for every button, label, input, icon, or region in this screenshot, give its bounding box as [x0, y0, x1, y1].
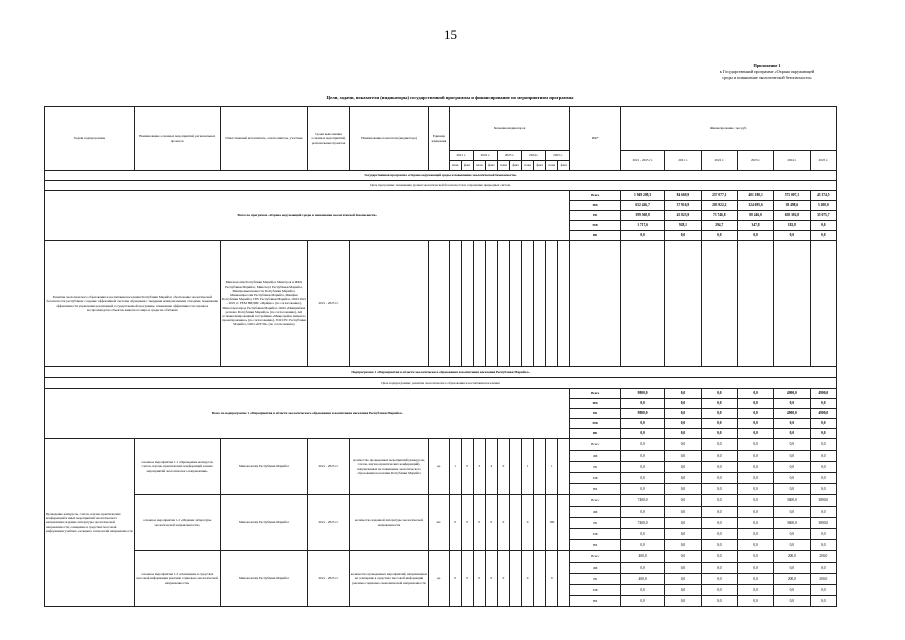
measure-executor: Минэкологии Республики Марийэл	[220, 439, 308, 495]
empty-cell	[449, 241, 461, 367]
fin-value: 0,0	[620, 507, 664, 518]
indicator-value: 0	[449, 551, 461, 607]
table-row	[45, 191, 837, 201]
indicator-value	[509, 495, 521, 551]
fin-value: 0,0	[810, 462, 836, 473]
empty-cell	[509, 241, 521, 367]
fin-value: 38 498,6	[774, 201, 810, 211]
fin-value: 200,0	[774, 551, 810, 563]
fin-value: 0,0	[774, 540, 810, 551]
fin-value: 0,0	[620, 563, 664, 574]
fin-value: 0,0	[665, 585, 701, 596]
fin-value: 0,0	[665, 563, 701, 574]
header-fin-year: 2021 - 2025 гг.	[620, 151, 664, 171]
fin-value: 73 746,8	[701, 211, 737, 221]
fin-value: 0,0	[774, 585, 810, 596]
measure-indicator: количество проведенных мероприятий (конкурсов, слетов, научно-практических конференций), направленных на повышение экологического образования населения Республики Марийэл	[349, 439, 429, 495]
indicator-value: 0	[461, 495, 473, 551]
indicator-value: 0	[497, 551, 509, 607]
fin-value: 45 823,9	[665, 211, 701, 221]
fin-value: 0,0	[737, 462, 773, 473]
measure-unit: ед.	[429, 439, 449, 495]
header-year: 2025 г.	[546, 151, 570, 161]
header-executor: Ответственный исполнитель, соисполнитель, участник	[220, 107, 308, 171]
measure-indicator: количество изданной литературы экологической направленности	[349, 495, 429, 551]
measure-name: основное мероприятие 1.1 «Проведение конкурсов, слетов, научно-практических конференций и иных мероприятий экологического направления»	[134, 439, 220, 495]
header-fin-year: 2025 г.	[810, 151, 836, 171]
fin-value: 4900,0	[810, 389, 836, 399]
fin-value: 400,0	[620, 574, 664, 585]
indicator-value: 0	[473, 551, 485, 607]
empty-cell	[558, 241, 570, 367]
indicator-value: 1	[449, 439, 461, 495]
fin-value: 3600,0	[774, 495, 810, 507]
empty-cell	[497, 241, 509, 367]
fin-value: 0,0	[737, 429, 773, 439]
fin-value: 0,0	[701, 399, 737, 409]
source-cell: Всего	[570, 439, 620, 451]
fin-value: 0,0	[810, 585, 836, 596]
fin-value: 200,0	[774, 574, 810, 585]
fin-value: 0,0	[737, 231, 773, 241]
measure-executor: Минэкологии Республики Марийэл	[220, 551, 308, 607]
fin-value: 0,0	[665, 439, 701, 451]
fin-value: 0,0	[701, 540, 737, 551]
appendix-line-2: среды и повышение экологической безопасности»	[722, 75, 812, 80]
source-cell: ФБ	[570, 451, 620, 462]
empty-cell	[473, 241, 485, 367]
header-values: Значения индикаторов	[449, 107, 570, 151]
fin-value: 0,0	[665, 419, 701, 429]
table-row	[45, 367, 837, 378]
source-cell: ФБ	[570, 399, 620, 409]
indicator-value	[534, 495, 546, 551]
fin-value: 0,0	[774, 399, 810, 409]
fin-value: 0,0	[665, 518, 701, 529]
indicator-value	[509, 439, 521, 495]
fin-value: 1 717,6	[620, 221, 664, 231]
header-fact: факт	[534, 161, 546, 171]
header-fin-year: 2023 г.	[737, 151, 773, 171]
page-number: 15	[444, 27, 457, 42]
header-plan: план	[473, 161, 485, 171]
program-title: Государственная программа «Охрана окружающей среды и повышение экологической безопасности»	[45, 171, 837, 181]
fin-value: 0,0	[620, 439, 664, 451]
source-cell: РБ	[570, 518, 620, 529]
fin-value: 0,0	[620, 585, 664, 596]
fin-value: 0,0	[620, 462, 664, 473]
source-cell: МБ	[570, 529, 620, 540]
header-fact: факт	[485, 161, 497, 171]
indicator-value: 0	[449, 495, 461, 551]
fin-value: 5 200,0	[810, 201, 836, 211]
fin-value: 0,0	[620, 429, 664, 439]
fin-value: 0,0	[810, 231, 836, 241]
indicator-value	[534, 439, 546, 495]
source-cell: МБ	[570, 585, 620, 596]
fin-value: 0,0	[774, 451, 810, 462]
header-year: 2021 г.	[449, 151, 473, 161]
fin-value: 0,0	[701, 574, 737, 585]
block-task: Развитие экологического образования и воспитания населения Республики Марийэл; обеспечение экологической безопасности республики; создание эффективной системы обращения с твердыми коммунальными отходами; повышение эффективности управления реализацией государственной программы, повышение эффективности охраны и воспроизводства объектов животного мира и среды их обитания	[45, 241, 221, 367]
table-row	[45, 107, 837, 151]
fin-value: 0,0	[620, 231, 664, 241]
fin-value: 0,0	[701, 596, 737, 607]
fin-value: 182,8	[774, 221, 810, 231]
empty-cell	[774, 241, 810, 367]
indicator-value	[558, 439, 570, 495]
measure-executor: Минэкологии Республики Марийэл	[220, 495, 308, 551]
fin-value: 0,0	[701, 439, 737, 451]
fin-value: 0,0	[774, 231, 810, 241]
source-cell: РБ	[570, 409, 620, 419]
table-row	[45, 241, 837, 367]
measure-name: основное мероприятие 1.2 «Издание литературы экологической направленности»	[134, 495, 220, 551]
fin-value: 0,0	[737, 409, 773, 419]
header-fact: факт	[558, 161, 570, 171]
fin-value: 7400,0	[620, 495, 664, 507]
fin-value: 7400,0	[620, 518, 664, 529]
fin-value: 3600,0	[774, 518, 810, 529]
fin-value: 0,0	[701, 529, 737, 540]
source-cell: ВБ	[570, 540, 620, 551]
fin-value: 0,0	[620, 540, 664, 551]
indicator-value: 3	[473, 439, 485, 495]
fin-value: 0,0	[737, 419, 773, 429]
fin-value: 0,0	[810, 399, 836, 409]
source-cell: Всего	[570, 495, 620, 507]
indicator-value: 1	[522, 439, 534, 495]
source-cell: РБ	[570, 574, 620, 585]
fin-value: 0,0	[620, 529, 664, 540]
fin-value: 203 922,2	[701, 201, 737, 211]
measure-terms: 2021 - 2025 гг.	[308, 439, 349, 495]
fin-value: 80 246,0	[737, 211, 773, 221]
fin-value: 0,0	[737, 507, 773, 518]
fin-value: 399 568,8	[620, 211, 664, 221]
fin-value: 0,0	[701, 462, 737, 473]
fin-value: 0,0	[665, 540, 701, 551]
source-cell: ВБ	[570, 429, 620, 439]
program-table	[44, 106, 837, 607]
empty-cell	[810, 241, 836, 367]
fin-value: 0,0	[774, 419, 810, 429]
fin-value: 4900,0	[774, 409, 810, 419]
header-plan: план	[546, 161, 558, 171]
empty-cell	[485, 241, 497, 367]
fin-value: 0,0	[665, 574, 701, 585]
fin-value: 0,0	[737, 596, 773, 607]
source-cell: Всего	[570, 551, 620, 563]
header-plan: план	[497, 161, 509, 171]
fin-value: 0,0	[737, 540, 773, 551]
fin-value: 0,0	[810, 540, 836, 551]
indicator-value: 0	[485, 551, 497, 607]
fin-value: 43 374,5	[810, 191, 836, 201]
appendix-line-1: к Государственной программе «Охрана окружающей	[719, 69, 815, 74]
fin-value: 0,0	[810, 451, 836, 462]
fin-value: 0,0	[810, 563, 836, 574]
indicator-value: 0	[497, 495, 509, 551]
fin-value: 0,0	[774, 429, 810, 439]
fin-value: 0,0	[810, 429, 836, 439]
indicator-value: 0	[522, 551, 534, 607]
fin-value: 0,0	[701, 551, 737, 563]
subprogram-goal: Цель подпрограммы: развитие экологического образования и воспитания населения	[45, 378, 837, 389]
fin-value: 0,0	[737, 439, 773, 451]
fin-value: 0,0	[665, 429, 701, 439]
fin-value: 0,0	[701, 585, 737, 596]
header-year: 2022 г.	[473, 151, 497, 161]
empty-cell	[429, 241, 449, 367]
header-fin-year: 2022 г.	[701, 151, 737, 171]
fin-value: 0,0	[701, 507, 737, 518]
source-cell: ВБ	[570, 484, 620, 495]
fin-value: 0,0	[737, 518, 773, 529]
empty-cell	[522, 241, 534, 367]
measure-name: основное мероприятие 1.3 «Освещение в средствах массовой информации рекламы социально-экологической направленности»	[134, 551, 220, 607]
header-terms: Сроки выполнения основных мероприятий, региональных проектов	[308, 107, 349, 171]
fin-value: 0,0	[737, 529, 773, 540]
fin-value: 9800,0	[620, 409, 664, 419]
fin-value: 0,0	[701, 451, 737, 462]
empty-cell	[349, 241, 429, 367]
program-goal: Цель программы: повышение уровня экологической безопасности и сохранение природных систем.	[45, 181, 837, 191]
source-cell: ФБ	[570, 563, 620, 574]
indicator-value	[558, 551, 570, 607]
table-row	[45, 171, 837, 181]
indicator-value: 160	[546, 495, 558, 551]
fin-value: 0,0	[665, 495, 701, 507]
fin-value: 0,0	[737, 473, 773, 484]
table-row	[45, 495, 837, 507]
fin-value: 928,1	[665, 221, 701, 231]
fin-value: 0,0	[665, 462, 701, 473]
header-year: 2024 г.	[522, 151, 546, 161]
block-executor: Минэкологии Республики Марийэл, Минстроя и ЖКХ Республики Марийэл, Минспорт Республики Марийэл, Минпромышленности Республики Марийэл, Минкомпрессии Республики Марийэл, Минфин Республики Марийэл, ГБУ Республики Марийэл, ООО 2021 – 2025 гг. РЕМ НИДИС «Ирипис» (по согласованию), Минсельхозпрод Республики Марийэл, ООО «Инициатива региона Республики Марийэл» (по согласованию), АО «Специализированный застройщик «Микрорайон имени по проектированию» (по согласованию), ГОССЕС Республики Марийэл, ООО «ИТЭО» (по согласованию)	[220, 241, 308, 367]
source-cell: Всего	[570, 389, 620, 399]
fin-value: 0,0	[701, 495, 737, 507]
fin-value: 0,0	[774, 439, 810, 451]
fin-value: 257 077,1	[701, 191, 737, 201]
indicator-value: 0	[461, 439, 473, 495]
fin-value: 324 695,6	[737, 201, 773, 211]
measure-terms: 2021 - 2025 гг.	[308, 495, 349, 551]
fin-value: 0,0	[810, 484, 836, 495]
fin-value: 0,0	[774, 462, 810, 473]
fin-value: 0,0	[701, 563, 737, 574]
fin-value: 0,0	[737, 451, 773, 462]
table-row	[45, 439, 837, 451]
fin-value: 401 180,1	[737, 191, 773, 201]
indicator-value: 0	[485, 495, 497, 551]
table-row	[45, 378, 837, 389]
fin-value: 0,0	[665, 473, 701, 484]
fin-value: 0,0	[665, 551, 701, 563]
measure-unit: шт.	[429, 495, 449, 551]
indicator-value: 0	[473, 495, 485, 551]
fin-value: 0,0	[620, 596, 664, 607]
fin-value: 400,0	[620, 551, 664, 563]
subprogram-task: Проведение конкурсов, слетов, научно-практических конференций и иных мероприятий экологического направления; издание литературы экологической направленности; освещение в средствах массовой информации учебных «зеленых» технологий направленности	[45, 439, 135, 607]
fin-value: 3800,0	[810, 495, 836, 507]
fin-value: 575 007,1	[774, 191, 810, 201]
fin-value: 4900,0	[810, 409, 836, 419]
indicator-value: 1	[546, 439, 558, 495]
fin-value: 0,0	[737, 389, 773, 399]
header-fact: факт	[461, 161, 473, 171]
fin-value: 0,0	[737, 574, 773, 585]
table-row	[45, 389, 837, 399]
fin-value: 200,0	[810, 574, 836, 585]
fin-value: 0,0	[665, 231, 701, 241]
fin-value: 0,0	[737, 484, 773, 495]
indicator-value	[534, 551, 546, 607]
empty-cell	[737, 241, 773, 367]
source-cell: МБ	[570, 419, 620, 429]
header-fin-year: 2021 г.	[665, 151, 701, 171]
header-task: Задачи подпрограммы	[45, 107, 135, 171]
header-financing: Финансирование, тыс.руб.	[620, 107, 836, 151]
fin-value: 658 392,8	[774, 211, 810, 221]
measure-unit: ед.	[429, 551, 449, 607]
fin-value: 0,0	[774, 484, 810, 495]
fin-value: 0,0	[810, 507, 836, 518]
empty-cell	[701, 241, 737, 367]
fin-value: 0,0	[701, 409, 737, 419]
indicator-value	[509, 551, 521, 607]
fin-value: 0,0	[701, 473, 737, 484]
table-row	[45, 551, 837, 563]
fin-value: 0,0	[774, 596, 810, 607]
fin-value: 0,0	[665, 389, 701, 399]
fin-value: 0,0	[737, 585, 773, 596]
fin-value: 0,0	[810, 221, 836, 231]
appendix-title: Приложение 1	[753, 63, 781, 68]
table-row	[45, 181, 837, 191]
indicator-value	[558, 495, 570, 551]
fin-value: 0,0	[665, 507, 701, 518]
fin-value: 0,0	[774, 529, 810, 540]
header-year: 2023 г.	[497, 151, 521, 161]
fin-value: 1 949 209,3	[620, 191, 664, 201]
fin-value: 200,0	[810, 551, 836, 563]
indicator-value: 0	[522, 495, 534, 551]
source-cell: РБ	[570, 211, 620, 221]
subprogram-total-label: Всего по подпрограмме 1 «Мероприятия в области экологического образования и воспитания населения Республики Марийэл»	[45, 389, 570, 439]
empty-cell	[570, 241, 620, 367]
fin-value: 37 916,9	[665, 201, 701, 211]
indicator-value: 0	[497, 439, 509, 495]
header-measures: Наименование основных мероприятий, региональных проектов	[134, 107, 220, 171]
fin-value: 0,0	[665, 409, 701, 419]
fin-value: 0,0	[737, 399, 773, 409]
fin-value: 0,0	[665, 484, 701, 495]
fin-value: 0,0	[810, 473, 836, 484]
indicator-value: 4	[485, 439, 497, 495]
source-cell: ВБ	[570, 231, 620, 241]
fin-value: 0,0	[737, 495, 773, 507]
document-title: Цели, задачи, показатели (индикаторы) государственной программы и финансирование по мероприятиям программы	[326, 95, 574, 100]
fin-value: 0,0	[620, 473, 664, 484]
fin-value: 9800,0	[620, 389, 664, 399]
fin-value: 35 075,7	[810, 211, 836, 221]
header-plan: план	[449, 161, 461, 171]
fin-value: 0,0	[810, 439, 836, 451]
fin-value: 0,0	[701, 518, 737, 529]
empty-cell	[534, 241, 546, 367]
indicator-value: 0	[546, 551, 558, 607]
fin-value: 0,0	[701, 389, 737, 399]
source-cell: Всего	[570, 191, 620, 201]
fin-value: 0,0	[701, 484, 737, 495]
fin-value: 0,0	[701, 419, 737, 429]
source-cell: ФБ	[570, 201, 620, 211]
fin-value: 0,0	[810, 529, 836, 540]
fin-value: 0,0	[701, 429, 737, 439]
fin-value: 0,0	[737, 563, 773, 574]
fin-value: 0,0	[774, 473, 810, 484]
fin-value: 0,0	[620, 419, 664, 429]
fin-value: 3800,0	[810, 518, 836, 529]
source-cell: РБ	[570, 462, 620, 473]
appendix-note	[672, 63, 862, 81]
measure-terms: 2021 - 2025 гг.	[308, 551, 349, 607]
fin-value: 0,0	[665, 399, 701, 409]
empty-cell	[665, 241, 701, 367]
fin-value: 0,0	[665, 529, 701, 540]
fin-value: 652 426,7	[620, 201, 664, 211]
fin-value: 0,0	[810, 419, 836, 429]
fin-value: 0,0	[701, 231, 737, 241]
fin-value: 0,0	[774, 507, 810, 518]
header-fact: факт	[509, 161, 521, 171]
indicator-value: 0	[461, 551, 473, 607]
source-cell: ФБ	[570, 507, 620, 518]
fin-value: 347,8	[737, 221, 773, 231]
fin-value: 0,0	[620, 451, 664, 462]
source-cell: МБ	[570, 221, 620, 231]
source-cell: МБ	[570, 473, 620, 484]
empty-cell	[461, 241, 473, 367]
fin-value: 84 669,9	[665, 191, 701, 201]
empty-cell	[546, 241, 558, 367]
fin-value: 0,0	[737, 551, 773, 563]
header-indicator: Наименование показателя (индикатора)	[349, 107, 429, 171]
block-terms: 2021 - 2025 гг.	[308, 241, 349, 367]
subprogram-title: Подпрограмма 1 «Мероприятия в области экологического образования и воспитания населения Республики Марийэл»	[45, 367, 837, 378]
fin-value: 0,0	[620, 399, 664, 409]
header-fin-year: 2024 г.	[774, 151, 810, 171]
header-plan: план	[522, 161, 534, 171]
fin-value: 0,0	[810, 596, 836, 607]
fin-value: 294,7	[701, 221, 737, 231]
program-total-label: Всего по программе «Охрана окружающей среды и повышение экологической безопасности»	[45, 191, 570, 241]
header-unit: Единица измерения	[429, 107, 449, 171]
header-source: ИФ*	[570, 107, 620, 171]
fin-value: 0,0	[774, 563, 810, 574]
fin-value: 4900,0	[774, 389, 810, 399]
measure-indicator: количество проведенных мероприятий, направленных на освещение в средствах массовой информации рекламы социально-экономической направленности	[349, 551, 429, 607]
fin-value: 0,0	[665, 596, 701, 607]
source-cell: ВБ	[570, 596, 620, 607]
empty-cell	[620, 241, 664, 367]
fin-value: 0,0	[665, 451, 701, 462]
fin-value: 0,0	[620, 484, 664, 495]
